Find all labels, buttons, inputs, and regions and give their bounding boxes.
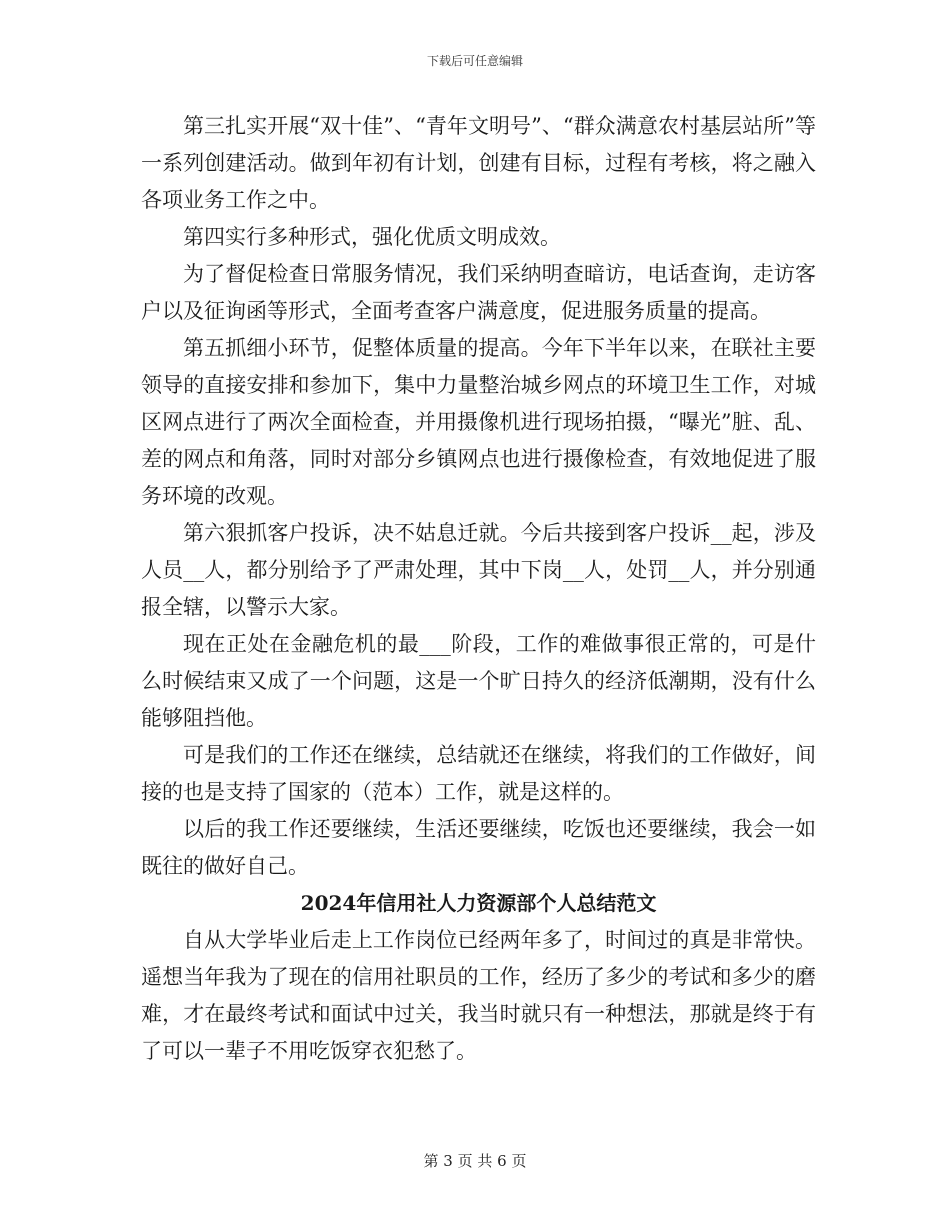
paragraph: 第三扎实开展“双十佳”、“青年文明号”、“群众满意农村基层站所”等一系列创建活动。做到年初有计划，创建有目标，过程有考核，将之融入各项业务工作之中。 bbox=[141, 114, 816, 212]
paragraph: 第四实行多种形式，强化优质文明成效。 bbox=[183, 225, 561, 249]
paragraph: 为了督促检查日常服务情况，我们采纳明查暗访，电话查询，走访客户以及征询函等形式，全面考查客户满意度，促进服务质量的提高。 bbox=[141, 262, 816, 323]
paragraph: 以后的我工作还要继续，生活还要继续，吃饭也还要继续，我会一如既往的做好自己。 bbox=[141, 817, 816, 878]
page-footer: 第 3 页 共 6 页 bbox=[423, 1152, 527, 1170]
document-body bbox=[141, 108, 816, 1070]
paragraph: 第五抓细小环节，促整体质量的提高。今年下半年以来，在联社主要领导的直接安排和参加下，集中力量整治城乡网点的环境卫生工作，对城区网点进行了两次全面检查，并用摄像机进行现场拍摄，“曝光”脏、乱、差的网点和角落，同时对部分乡镇网点也进行摄像检查，有效地促进了服务环境的改观。 bbox=[141, 336, 816, 508]
paragraph: 第六狠抓客户投诉，决不姑息迁就。今后共接到客户投诉__起，涉及人员__人，都分别给予了严肃处理，其中下岗__人，处罚__人，并分别通报全辖，以警示大家。 bbox=[141, 521, 816, 619]
paragraph: 现在正处在金融危机的最___阶段，工作的难做事很正常的，可是什么时候结束又成了一个问题，这是一个旷日持久的经济低潮期，没有什么能够阻挡他。 bbox=[141, 632, 816, 730]
paragraph: 自从大学毕业后走上工作岗位已经两年多了，时间过的真是非常快。遥想当年我为了现在的信用社职员的工作，经历了多少的考试和多少的磨难，才在最终考试和面试中过关，我当时就只有一种想法，那就是终于有了可以一辈子不用吃饭穿衣犯愁了。 bbox=[141, 928, 816, 1063]
section-title: 2024年信用社人力资源部个人总结范文 bbox=[300, 891, 657, 915]
page-header: 下载后可任意编辑 bbox=[426, 54, 523, 68]
paragraph: 可是我们的工作还在继续，总结就还在继续，将我们的工作做好，间接的也是支持了国家的（范本）工作，就是这样的。 bbox=[141, 743, 816, 804]
